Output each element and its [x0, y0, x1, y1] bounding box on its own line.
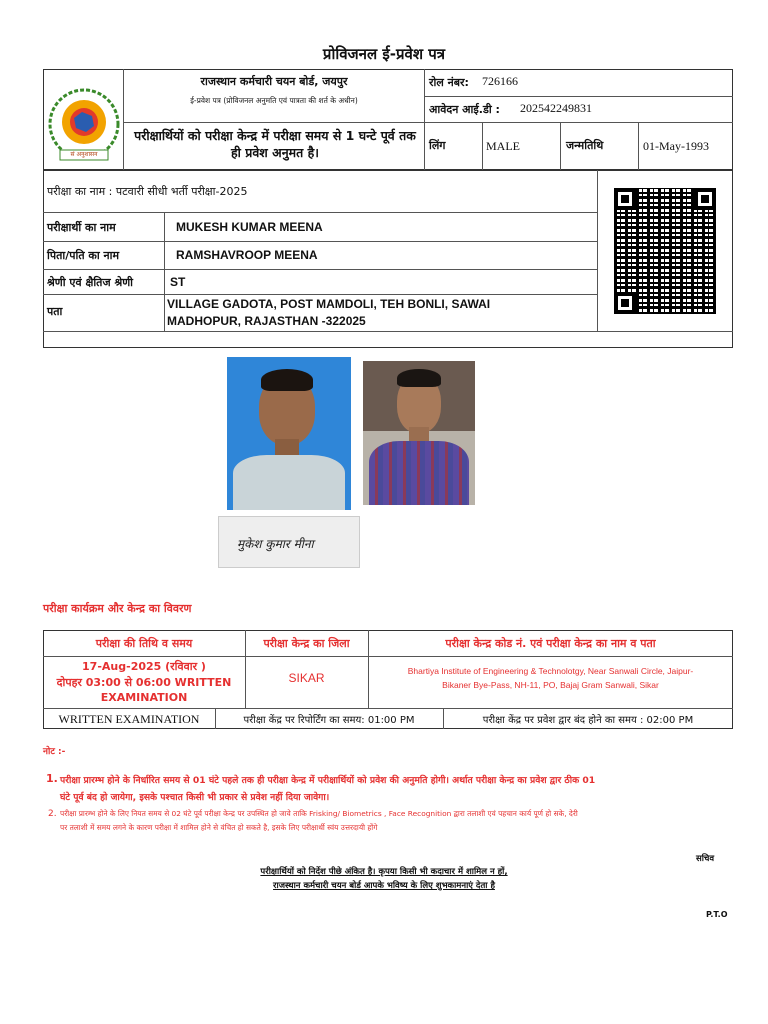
exam-time: दोपहर 03:00 से 06:00 WRITTEN [56, 676, 232, 689]
dob-label: जन्मतिथि [566, 139, 604, 152]
address-line-1: VILLAGE GADOTA, POST MAMDOLI, TEH BONLI, SAWAI [167, 297, 491, 311]
note-1-line-2: घंटे पूर्व बंद हो जायेगा, इसके पश्चात किसी भी प्रकार से प्रवेश नहीं दिया जावेगा। [60, 792, 330, 803]
exam-district: SIKAR [288, 671, 325, 685]
board-logo [46, 88, 122, 164]
candidate-name: MUKESH KUMAR MEENA [176, 220, 323, 234]
candidate-photo-1 [227, 357, 351, 510]
footer-line-2: राजस्थान कर्मचारी चयन बोर्ड आपके भविष्य के लिए शुभकामनाएं देता है [273, 881, 495, 891]
footer-line-1: परीक्षार्थियों को निर्देश पीछे अंकित है। कृपया किसी भी कदाचार में शामिल न हों, [260, 867, 508, 877]
note-1-line-1: परीक्षा प्रारम्भ होने के निर्धारित समय से 01 घंटे पहले तक ही परीक्षा केन्द्र में परीक्षार्थियों को प्रवेश की अनुमति होगी। अर्थात परीक्षा केन्द्र का प्रवेश द्वार ठीक 01 [60, 775, 596, 786]
gate-close-time: परीक्षा केंद्र पर प्रवेश द्वार बंद होने का समय : 02:00 PM [482, 715, 694, 726]
pto-label: P.T.O [706, 910, 728, 919]
notes-label: नोट :- [43, 747, 66, 757]
exam-type: EXAMINATION [100, 691, 188, 704]
note-2-line-2: पर तलाशी में समय लगने के कारण परीक्षा में शामिल होने से वंचित हो सकते है, इसके लिए परीक्षार्थी स्वंय उत्तरदायी होंगे [60, 823, 378, 832]
candidate-name-label: परीक्षार्थी का नाम [47, 221, 116, 234]
note-2-line-1: परीक्षा प्रारम्भ होने के लिए नियत समय से 02 घंटे पूर्व परीक्षा केन्द्र पर उपस्थित हो जावे ताकि Frisking/ Biometrics , Face Recognition द्वारा तलाशी एवं पहचान कार्य पूर्ण हो सके, देरी [60, 809, 578, 818]
category-value: ST [170, 275, 186, 289]
father-name-label: पिता/पति का नाम [47, 249, 120, 262]
signature-text: मुकेश कुमार मीना [237, 537, 314, 551]
candidate-photo-2 [363, 361, 475, 505]
center-address-1: Bhartiya Institute of Engineering & Technolotgy, Near Sanwali Circle, Jaipur- [407, 666, 694, 676]
board-name: राजस्थान कर्मचारी चयन बोर्ड, जयपुर [200, 75, 348, 88]
col-district: परीक्षा केन्द्र का जिला [263, 637, 350, 650]
gender-label: लिंग [429, 139, 446, 152]
gender-value: MALE [486, 139, 520, 153]
application-value: 202542249831 [520, 101, 592, 115]
application-label: आवेदन आई.डी : [429, 103, 500, 116]
candidate-signature [218, 516, 360, 568]
secretary-label: सचिव [696, 854, 715, 864]
schedule-heading: परीक्षा कार्यक्रम और केन्द्र का विवरण [43, 602, 192, 615]
center-address-2: Bikaner Bye-Pass, NH-11, PO, Bajaj Gram Sanwali, Sikar [442, 680, 659, 690]
roll-value: 726166 [482, 74, 518, 88]
qr-code [614, 188, 716, 314]
exam-date: 17-Aug-2025 (रविवार ) [82, 660, 206, 673]
exam-mode: WRITTEN EXAMINATION [58, 712, 200, 726]
address-label: पता [47, 305, 63, 318]
father-name: RAMSHAVROOP MEENA [176, 248, 318, 262]
category-label: श्रेणी एवं क्षैतिज श्रेणी [47, 276, 134, 289]
col-date-time: परीक्षा की तिथि व समय [95, 637, 193, 650]
note-1-number: 1. [46, 772, 58, 785]
exam-name: परीक्षा का नाम : पटवारी सीधी भर्ती परीक्षा-2025 [47, 185, 248, 198]
reporting-time: परीक्षा केंद्र पर रिपोर्टिंग का समय: 01:00 PM [243, 715, 415, 726]
roll-label: रोल नंबर: [429, 76, 469, 89]
address-line-2: MADHOPUR, RAJASTHAN -322025 [167, 314, 366, 328]
page-title: प्रोविजनल ई-प्रवेश पत्र [322, 45, 446, 63]
col-center: परीक्षा केन्द्र कोड नं. एवं परीक्षा केन्द्र का नाम व पता [445, 637, 656, 650]
logo-motto: सं अनुशासन [70, 151, 98, 158]
admit-subtitle: ई-प्रवेश पत्र (प्रोविजनल अनुमति एवं पात्रता की शर्त के अधीन) [190, 96, 358, 105]
dob-value: 01-May-1993 [643, 139, 709, 153]
note-2-number: 2. [48, 809, 57, 819]
entry-notice: परीक्षार्थियों को परीक्षा केन्द्र में परीक्षा समय से 1 घन्टे पूर्व तक ही प्रवेश अनुमत है। [134, 128, 416, 160]
